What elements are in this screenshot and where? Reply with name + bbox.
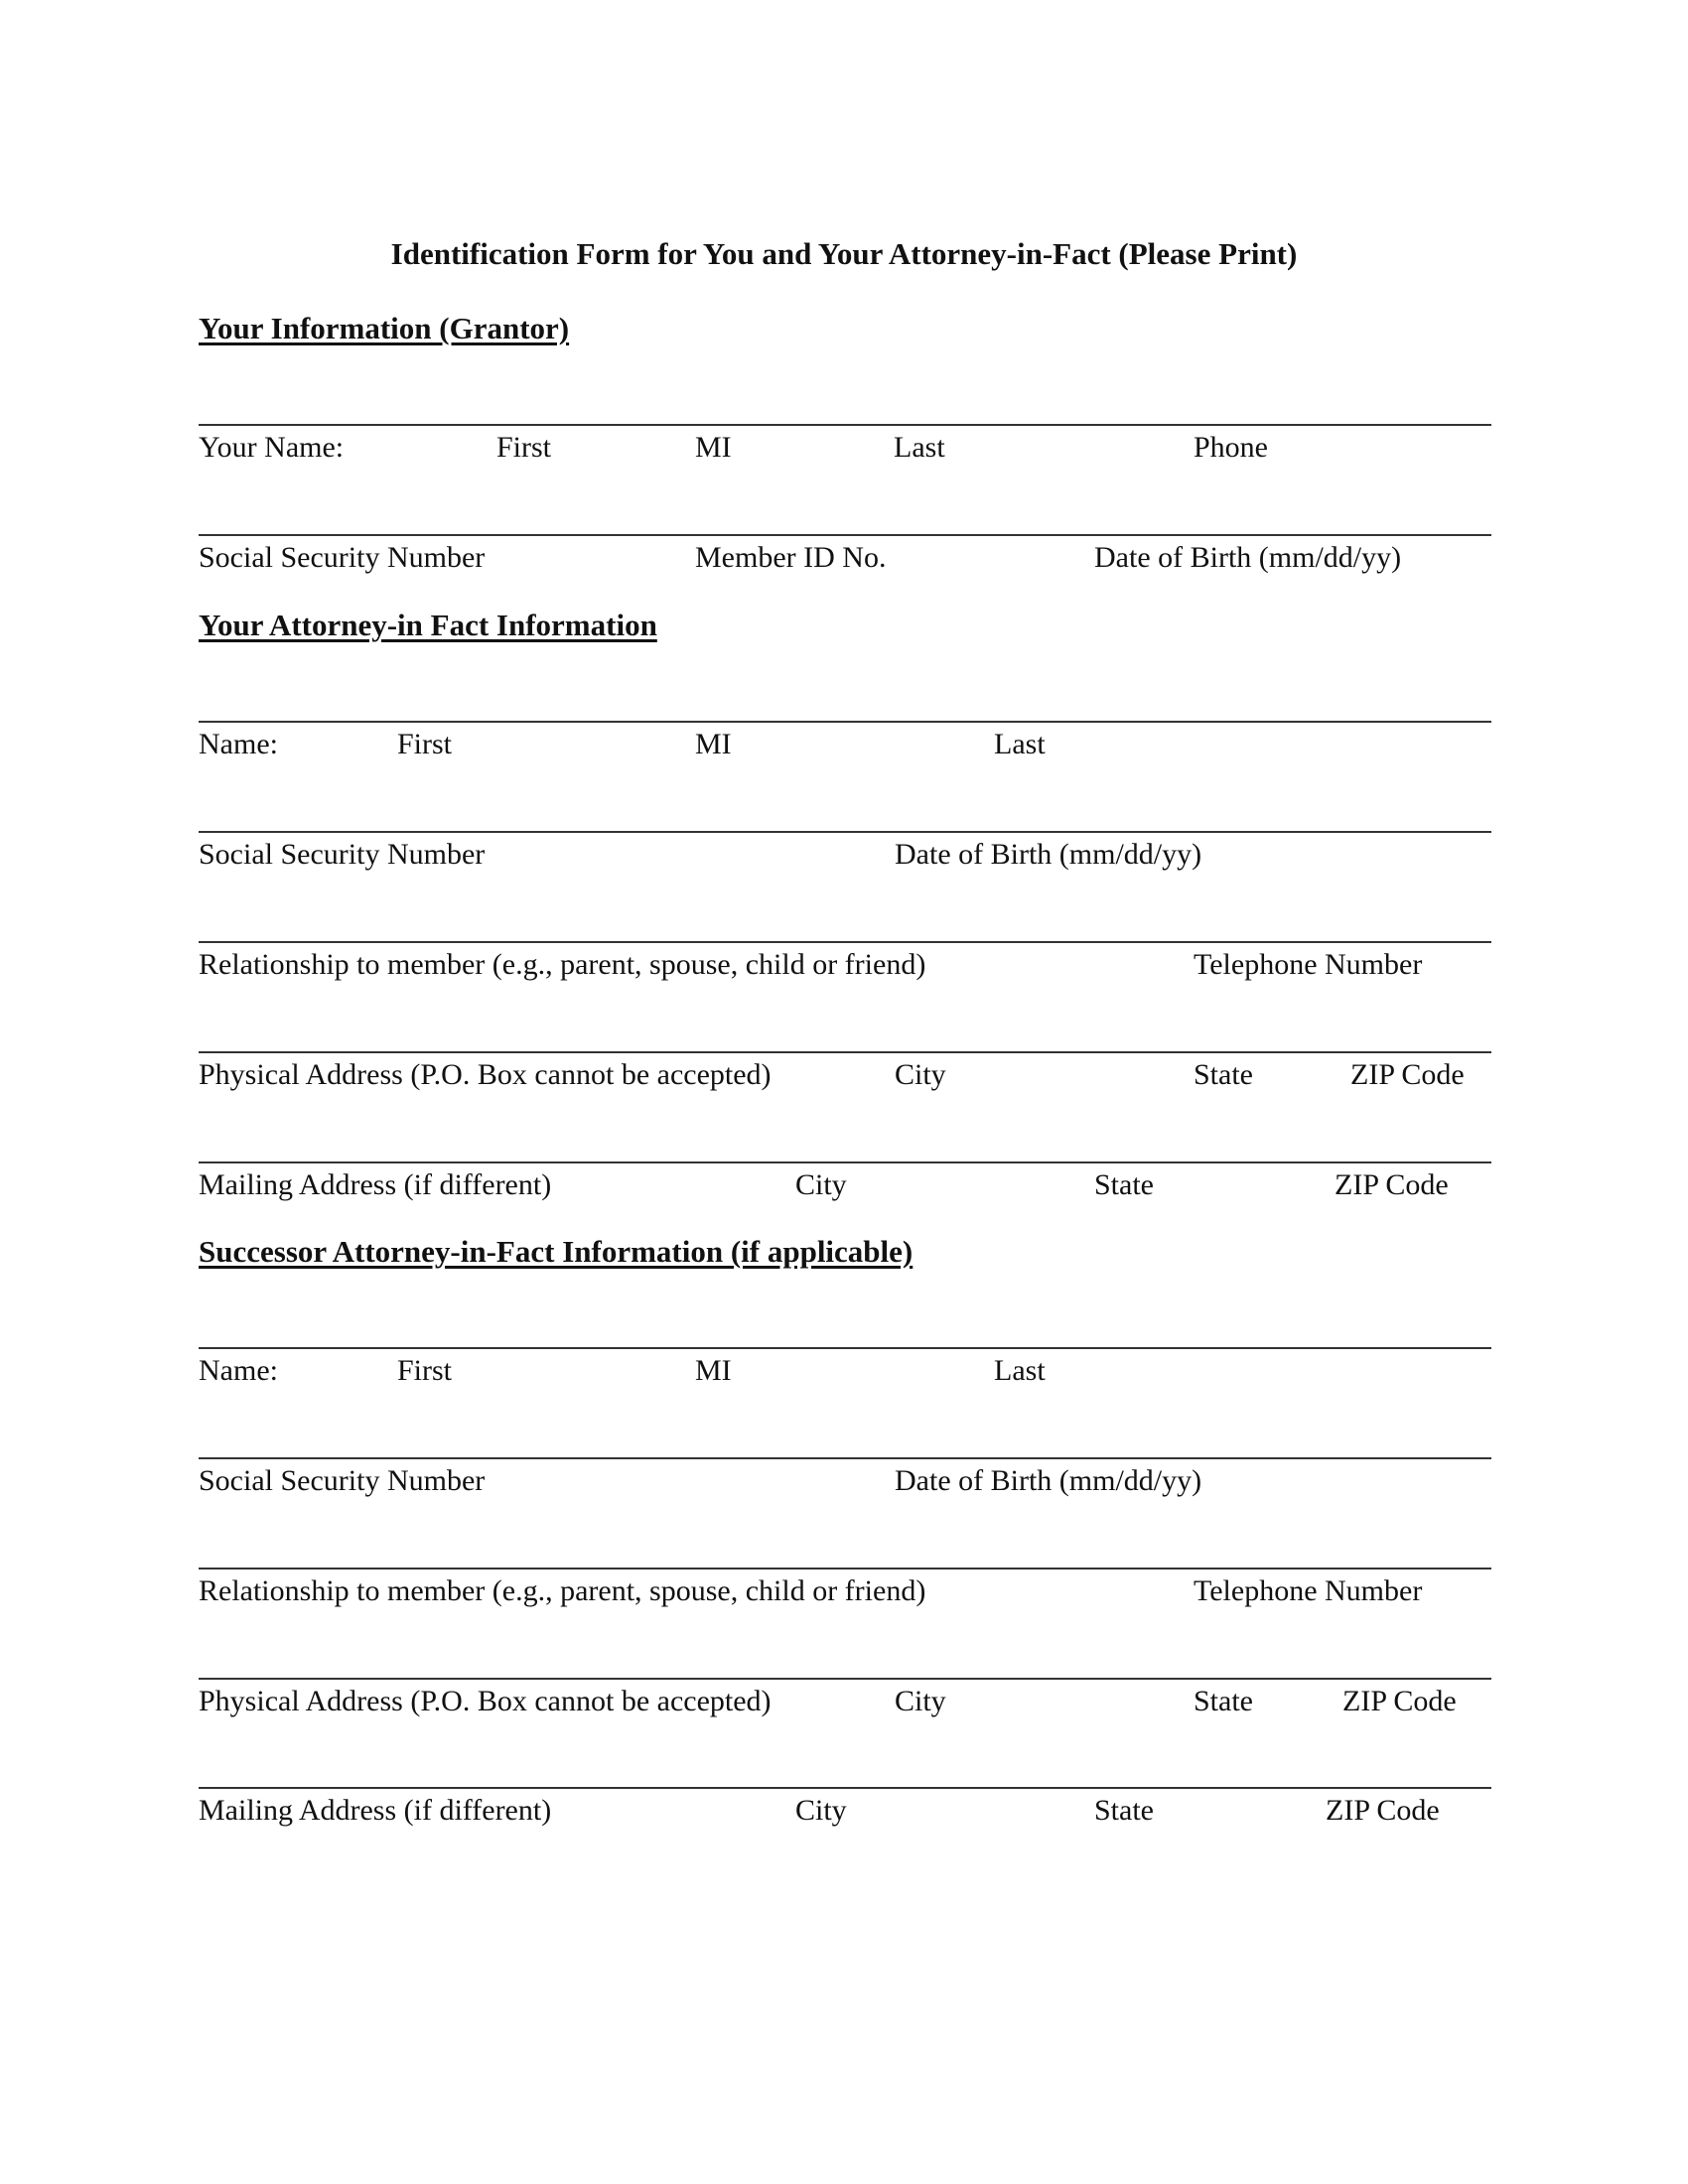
grantor-phone-label: Phone <box>1194 431 1268 464</box>
successor-physical-address-label: Physical Address (P.O. Box cannot be accepted) <box>199 1685 772 1717</box>
grantor-name-fill-line[interactable] <box>199 424 1491 426</box>
successor-relationship-label: Relationship to member (e.g., parent, spouse, child or friend) <box>199 1574 926 1607</box>
successor-relationship-row <box>199 1568 1491 1617</box>
attorney-telephone-label: Telephone Number <box>1194 948 1423 981</box>
grantor-ssn-label: Social Security Number <box>199 541 486 574</box>
attorney-physical-address-label: Physical Address (P.O. Box cannot be accepted) <box>199 1058 772 1091</box>
attorney-mailing-state-label: State <box>1094 1168 1154 1201</box>
attorney-mailing-address-label: Mailing Address (if different) <box>199 1168 552 1201</box>
section-heading-grantor: Your Information (Grantor) <box>199 311 570 345</box>
attorney-name-label: Name: <box>199 728 278 760</box>
attorney-physical-address-row <box>199 1051 1491 1101</box>
successor-id-row <box>199 1457 1491 1507</box>
successor-mailing-city-label: City <box>795 1794 847 1827</box>
attorney-id-fill-line[interactable] <box>199 831 1491 833</box>
grantor-member-id-label: Member ID No. <box>695 541 887 574</box>
form-title: Identification Form for You and Your Attorney-in-Fact (Please Print) <box>390 236 1298 271</box>
attorney-relationship-fill-line[interactable] <box>199 941 1491 943</box>
successor-mi-label: MI <box>695 1354 732 1387</box>
successor-mailing-address-fill-line[interactable] <box>199 1787 1491 1789</box>
successor-id-fill-line[interactable] <box>199 1457 1491 1459</box>
successor-physical-city-label: City <box>895 1685 946 1717</box>
attorney-last-label: Last <box>994 728 1046 760</box>
successor-name-label: Name: <box>199 1354 278 1387</box>
attorney-mailing-address-row <box>199 1161 1491 1211</box>
successor-physical-address-row <box>199 1678 1491 1727</box>
successor-mailing-address-label: Mailing Address (if different) <box>199 1794 552 1827</box>
successor-ssn-label: Social Security Number <box>199 1464 486 1497</box>
attorney-id-row <box>199 831 1491 881</box>
successor-physical-address-fill-line[interactable] <box>199 1678 1491 1680</box>
attorney-relationship-row <box>199 941 1491 991</box>
grantor-name-row <box>199 424 1491 474</box>
attorney-mailing-zip-label: ZIP Code <box>1335 1168 1449 1201</box>
attorney-physical-address-fill-line[interactable] <box>199 1051 1491 1053</box>
attorney-dob-label: Date of Birth (mm/dd/yy) <box>895 838 1202 871</box>
attorney-mailing-city-label: City <box>795 1168 847 1201</box>
grantor-id-fill-line[interactable] <box>199 534 1491 536</box>
successor-dob-label: Date of Birth (mm/dd/yy) <box>895 1464 1202 1497</box>
successor-first-label: First <box>397 1354 453 1387</box>
successor-name-row <box>199 1347 1491 1397</box>
grantor-mi-label: MI <box>695 431 732 464</box>
grantor-id-row <box>199 534 1491 584</box>
successor-mailing-zip-label: ZIP Code <box>1326 1794 1440 1827</box>
attorney-first-label: First <box>397 728 453 760</box>
successor-telephone-label: Telephone Number <box>1194 1574 1423 1607</box>
attorney-physical-zip-label: ZIP Code <box>1350 1058 1465 1091</box>
successor-name-fill-line[interactable] <box>199 1347 1491 1349</box>
grantor-last-label: Last <box>894 431 945 464</box>
successor-physical-state-label: State <box>1194 1685 1253 1717</box>
attorney-mailing-address-fill-line[interactable] <box>199 1161 1491 1163</box>
grantor-dob-label: Date of Birth (mm/dd/yy) <box>1094 541 1402 574</box>
grantor-name-label: Your Name: <box>199 431 345 464</box>
successor-mailing-state-label: State <box>1094 1794 1154 1827</box>
successor-relationship-fill-line[interactable] <box>199 1568 1491 1570</box>
attorney-physical-city-label: City <box>895 1058 946 1091</box>
successor-physical-zip-label: ZIP Code <box>1342 1685 1457 1717</box>
section-heading-attorney: Your Attorney-in Fact Information <box>199 608 657 642</box>
attorney-name-fill-line[interactable] <box>199 721 1491 723</box>
attorney-ssn-label: Social Security Number <box>199 838 486 871</box>
attorney-physical-state-label: State <box>1194 1058 1253 1091</box>
attorney-mi-label: MI <box>695 728 732 760</box>
successor-last-label: Last <box>994 1354 1046 1387</box>
section-heading-successor: Successor Attorney-in-Fact Information (if applicable) <box>199 1234 914 1269</box>
grantor-first-label: First <box>496 431 552 464</box>
attorney-name-row <box>199 721 1491 770</box>
attorney-relationship-label: Relationship to member (e.g., parent, spouse, child or friend) <box>199 948 926 981</box>
successor-mailing-address-row <box>199 1787 1491 1837</box>
